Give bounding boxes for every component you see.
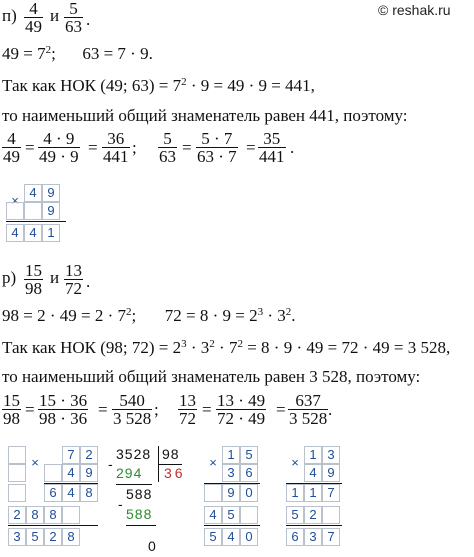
denominator: 63	[65, 17, 82, 36]
separator: ;	[131, 306, 137, 325]
empty-cell	[8, 464, 26, 482]
part-r-conclusion: то наименьший общий знаменатель равен 3 528, поэтому:	[2, 367, 421, 386]
watermark: © reshak.ru	[378, 2, 451, 18]
numerator: 13	[65, 261, 82, 280]
numerator: 637	[295, 391, 321, 410]
numerator: 4	[7, 129, 16, 148]
lcm-text: Так как НОК (49; 63) = 7	[2, 76, 182, 95]
denominator: 3 528	[289, 409, 328, 428]
denominator: 441	[259, 147, 285, 166]
equals-sign: =	[246, 138, 256, 157]
lcm-mid: · 3	[186, 338, 210, 357]
empty-cell	[6, 202, 24, 220]
digit: 9	[322, 464, 340, 482]
exponent: 2	[209, 338, 215, 350]
part-r-label: р)	[2, 268, 17, 287]
semicolon: ;	[154, 400, 159, 419]
part-p-fraction-1	[24, 0, 43, 35]
digit: 9	[80, 464, 98, 482]
subtrahend-1: 294	[116, 465, 143, 481]
empty-cell	[322, 506, 340, 524]
empty-cell	[24, 202, 42, 220]
digit: 2	[44, 528, 62, 546]
digit: 4	[204, 506, 222, 524]
factor-a: 49 = 7	[2, 44, 46, 63]
equals-sign: =	[202, 400, 212, 419]
exponent: 2	[285, 306, 292, 318]
denominator: 49	[25, 17, 42, 36]
subtraction-line	[116, 484, 152, 485]
exponent: 3	[181, 338, 187, 350]
numerator: 5	[163, 129, 172, 148]
factor-b: 72 = 8 · 9 = 2	[164, 306, 258, 325]
semicolon: ;	[132, 138, 137, 157]
dividend: 3528	[116, 446, 152, 462]
p-eq2-fraction-a	[158, 130, 177, 165]
r-eq2-fraction-c	[288, 392, 328, 427]
part-r-lcm-line	[2, 338, 450, 358]
digit: 1	[304, 446, 322, 464]
remainder-1: 588	[126, 486, 153, 502]
period: .	[328, 400, 333, 419]
remainder-2: 0	[148, 538, 156, 554]
lcm-rest: · 9 = 49 · 9 = 441,	[186, 76, 315, 95]
lcm-text: Так как НОК (98; 72) = 2	[2, 338, 182, 357]
conjunction: и	[50, 268, 60, 287]
empty-cell	[8, 446, 26, 464]
separator: ;	[51, 44, 56, 63]
part-p-conclusion: то наименьший общий знаменатель равен 441, поэтому:	[2, 106, 408, 125]
factor-a: 98 = 2 · 49 = 2 · 7	[2, 306, 126, 325]
equals-sign: =	[276, 400, 286, 419]
minus-sign: -	[108, 456, 113, 472]
subtraction-line	[126, 525, 156, 526]
r-multiplication-grid-3	[286, 446, 358, 554]
digit: 4	[62, 484, 80, 502]
denominator: 49	[3, 147, 20, 166]
denominator: 63 · 7	[197, 147, 237, 166]
denominator: 98	[3, 409, 20, 428]
digit: 3	[304, 528, 322, 546]
digit: 9	[222, 484, 240, 502]
digit: 1	[304, 484, 322, 502]
denominator: 72 · 49	[217, 409, 266, 428]
lcm-rest: = 8 · 9 · 49 = 72 · 49 = 3 528,	[242, 338, 451, 357]
minus-sign: -	[118, 496, 123, 512]
digit: 1	[222, 446, 240, 464]
r-multiplication-grid-2	[204, 446, 276, 554]
digit: 4	[24, 224, 42, 242]
exponent: 2	[45, 44, 52, 56]
denominator: 63	[159, 147, 176, 166]
r-multiplication-grid-1	[8, 446, 108, 554]
numerator: 15	[3, 391, 20, 410]
p-eq1-fraction-a	[2, 130, 21, 165]
period: .	[290, 138, 295, 157]
empty-cell	[62, 506, 80, 524]
denominator: 49 · 9	[39, 147, 79, 166]
digit: 7	[62, 446, 80, 464]
multiply-sign: ×	[291, 455, 299, 470]
r-eq1-fraction-c	[112, 392, 152, 427]
exponent: 2	[126, 306, 132, 318]
digit: 8	[80, 484, 98, 502]
p-multiplication-grid	[6, 184, 68, 246]
result-line	[8, 525, 98, 526]
digit: 0	[240, 528, 258, 546]
digit: 5	[286, 506, 304, 524]
multiply-sign: ×	[209, 455, 217, 470]
empty-cell	[240, 506, 258, 524]
equals-sign: =	[98, 400, 108, 419]
numerator: 4	[29, 0, 38, 18]
digit: 3	[8, 528, 26, 546]
digit: 2	[8, 506, 26, 524]
part-r-factorization	[2, 306, 296, 326]
period: .	[86, 10, 91, 29]
multiply-sign: ×	[31, 455, 39, 470]
numerator: 15	[25, 261, 42, 280]
digit: 0	[240, 484, 258, 502]
p-eq2-fraction-c	[258, 130, 286, 165]
result-line	[204, 525, 260, 526]
numerator: 5 · 7	[201, 129, 233, 148]
numerator: 540	[119, 391, 145, 410]
digit: 2	[304, 506, 322, 524]
digit: 8	[26, 506, 44, 524]
denominator: 72	[65, 279, 82, 298]
digit: 5	[240, 446, 258, 464]
digit: 8	[44, 506, 62, 524]
digit: 9	[42, 202, 60, 220]
digit: 5	[26, 528, 44, 546]
part-r-fraction-2	[64, 262, 83, 297]
part-p-label: п)	[2, 6, 17, 25]
lcm-mid: · 7	[214, 338, 238, 357]
exponent: 3	[257, 306, 264, 318]
r-eq1-fraction-b	[38, 392, 88, 427]
period: .	[291, 306, 296, 325]
numerator: 36	[107, 129, 125, 148]
part-r-fraction-1	[24, 262, 43, 297]
digit: 6	[286, 528, 304, 546]
quotient: 36	[164, 465, 186, 481]
exponent: 2	[237, 338, 243, 350]
conjunction: и	[50, 6, 60, 25]
digit: 8	[62, 528, 80, 546]
denominator: 3 528	[113, 409, 152, 428]
digit: 1	[286, 484, 304, 502]
r-eq1-fraction-a	[2, 392, 21, 427]
exponent: 2	[181, 76, 187, 88]
numerator: 35	[263, 129, 281, 148]
digit: 4	[222, 528, 240, 546]
digit: 4	[62, 464, 80, 482]
numerator: 13 · 49	[217, 391, 266, 410]
digit: 6	[240, 464, 258, 482]
p-eq1-fraction-b	[38, 130, 80, 165]
numerator: 13	[179, 391, 196, 410]
denominator: 441	[103, 147, 129, 166]
part-p-fraction-2	[64, 0, 83, 35]
digit: 9	[42, 184, 60, 202]
empty-cell	[8, 484, 26, 502]
digit: 4	[6, 224, 24, 242]
digit: 2	[80, 446, 98, 464]
digit: 5	[204, 528, 222, 546]
result-line	[6, 221, 66, 222]
multiply-sign: ×	[11, 193, 19, 208]
part-p-factorization	[2, 44, 153, 64]
digit: 7	[322, 528, 340, 546]
denominator: 98 · 36	[39, 409, 88, 428]
subtrahend-2: 588	[126, 506, 153, 522]
digit: 3	[222, 464, 240, 482]
p-eq2-fraction-b	[196, 130, 238, 165]
empty-cell	[204, 484, 222, 502]
period: .	[86, 272, 91, 291]
digit: 6	[44, 484, 62, 502]
numerator: 4 · 9	[43, 129, 75, 148]
digit: 4	[304, 464, 322, 482]
r-long-division	[108, 446, 192, 556]
result-line	[286, 525, 342, 526]
r-eq2-fraction-b	[216, 392, 266, 427]
equals-sign: =	[182, 138, 192, 157]
digit: 4	[24, 184, 42, 202]
denominator: 72	[179, 409, 196, 428]
r-eq2-fraction-a	[178, 392, 197, 427]
p-eq1-fraction-c	[102, 130, 130, 165]
factor-b-mid: · 3	[263, 306, 286, 325]
numerator: 15 · 36	[39, 391, 88, 410]
denominator: 98	[25, 279, 42, 298]
digit: 5	[222, 506, 240, 524]
digit: 3	[322, 446, 340, 464]
equals-sign: =	[25, 400, 35, 419]
part-p-lcm-line	[2, 76, 315, 96]
digit: 1	[42, 224, 60, 242]
factor-b: 63 = 7 · 9.	[82, 44, 153, 63]
divisor: 98	[162, 446, 180, 462]
equals-sign: =	[25, 138, 35, 157]
digit: 7	[322, 484, 340, 502]
equals-sign: =	[88, 138, 98, 157]
empty-cell	[44, 464, 62, 482]
numerator: 5	[69, 0, 78, 18]
